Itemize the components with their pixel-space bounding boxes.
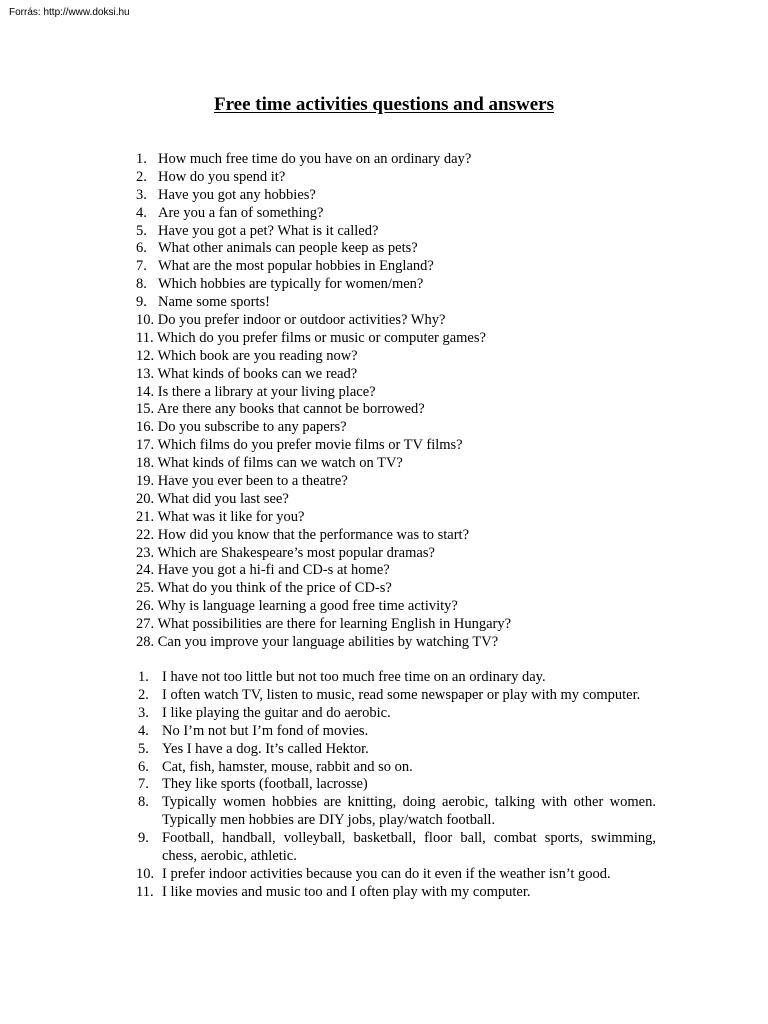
- question-number: 10.: [136, 312, 155, 329]
- question-text: Do you subscribe to any papers?: [157, 419, 347, 436]
- question-number: 27.: [136, 616, 155, 633]
- question-text: Have you got a pet? What is it called?: [158, 222, 379, 239]
- question-number: 14.: [136, 383, 155, 400]
- answer-number: 10.: [136, 865, 155, 882]
- question-text: What are the most popular hobbies in England?: [158, 258, 434, 275]
- answer-item: [138, 669, 656, 687]
- answer-text: Yes I have a dog. It’s called Hektor.: [162, 740, 369, 757]
- question-number: 21.: [136, 508, 155, 525]
- answer-number: 1.: [138, 669, 149, 685]
- question-number: 22.: [136, 526, 155, 543]
- question-number: 24.: [136, 562, 155, 579]
- question-item: [136, 598, 676, 616]
- question-number: 9.: [136, 294, 147, 311]
- question-item: [136, 437, 676, 455]
- answer-item: [138, 866, 656, 884]
- question-item: [136, 401, 676, 419]
- question-text: Which hobbies are typically for women/men?: [158, 276, 424, 293]
- answer-item: [138, 687, 656, 705]
- question-number: 8.: [136, 276, 147, 293]
- question-item: [136, 580, 676, 598]
- question-number: 3.: [136, 186, 147, 203]
- question-text: What kinds of books can we read?: [157, 365, 358, 382]
- question-number: 4.: [136, 204, 147, 221]
- question-item: [136, 473, 676, 491]
- answer-text: I often watch TV, listen to music, read some newspaper or play with my computer.: [162, 686, 641, 703]
- question-item: [136, 545, 676, 563]
- questions-list: [136, 151, 676, 652]
- answer-item: [138, 705, 656, 723]
- question-item: [136, 258, 676, 276]
- answer-item: [138, 776, 656, 794]
- question-number: 26.: [136, 598, 155, 615]
- question-text: Do you prefer indoor or outdoor activities? Why?: [157, 312, 446, 329]
- question-text: What do you think of the price of CD-s?: [157, 580, 392, 597]
- question-item: [136, 240, 676, 258]
- answer-text: Cat, fish, hamster, mouse, rabbit and so on.: [162, 758, 413, 775]
- question-item: [136, 384, 676, 402]
- question-text: Is there a library at your living place?: [157, 383, 376, 400]
- question-number: 20.: [136, 490, 155, 507]
- question-text: What kinds of films can we watch on TV?: [157, 455, 403, 472]
- question-item: [136, 509, 676, 527]
- question-item: [136, 419, 676, 437]
- answer-number: 5.: [138, 740, 149, 757]
- question-item: [136, 562, 676, 580]
- answer-text: They like sports (football, lacrosse): [162, 776, 368, 793]
- answer-item: [138, 723, 656, 741]
- answer-text: I have not too little but not too much free time on an ordinary day.: [162, 669, 546, 685]
- answer-number: 11.: [136, 883, 154, 900]
- question-text: Which do you prefer films or music or computer games?: [156, 329, 486, 346]
- answer-number: 4.: [138, 722, 149, 739]
- question-text: How much free time do you have on an ordinary day?: [158, 151, 472, 167]
- question-item: [136, 151, 676, 169]
- question-item: [136, 491, 676, 509]
- question-item: [136, 312, 676, 330]
- question-item: [136, 205, 676, 223]
- question-text: How did you know that the performance was to start?: [157, 526, 470, 543]
- answer-number: 9.: [138, 830, 149, 847]
- question-text: What possibilities are there for learning English in Hungary?: [157, 616, 512, 633]
- question-text: Name some sports!: [158, 294, 270, 311]
- answer-text: Football, handball, volleyball, basketball, floor ball, combat sports, swimming, chess, aerobic, athletic.: [162, 830, 656, 865]
- question-text: Have you ever been to a theatre?: [157, 473, 348, 490]
- question-item: [136, 330, 676, 348]
- question-text: What did you last see?: [157, 490, 289, 507]
- question-number: 19.: [136, 473, 155, 490]
- answer-text: I like playing the guitar and do aerobic.: [162, 704, 391, 721]
- answers-list: [138, 669, 656, 902]
- question-number: 11.: [136, 329, 154, 346]
- page-title-text: Free time activities questions and answers: [213, 94, 555, 115]
- answer-number: 2.: [138, 686, 149, 703]
- page-title: [0, 93, 768, 117]
- question-item: [136, 294, 676, 312]
- question-text: Which films do you prefer movie films or TV films?: [157, 437, 463, 454]
- question-number: 18.: [136, 455, 155, 472]
- question-text: Which book are you reading now?: [157, 347, 358, 364]
- question-number: 6.: [136, 240, 147, 257]
- answer-number: 6.: [138, 758, 149, 775]
- question-number: 15.: [136, 401, 155, 418]
- question-text: What other animals can people keep as pets?: [158, 240, 418, 257]
- question-text: Have you got a hi-fi and CD-s at home?: [157, 562, 390, 579]
- question-text: Have you got any hobbies?: [158, 186, 316, 203]
- question-number: 1.: [136, 151, 147, 167]
- question-number: 28.: [136, 634, 155, 651]
- answer-item: [138, 741, 656, 759]
- question-item: [136, 348, 676, 366]
- answer-item: [138, 830, 656, 866]
- question-number: 13.: [136, 365, 155, 382]
- question-number: 23.: [136, 544, 155, 561]
- answer-item: [138, 884, 656, 902]
- question-number: 25.: [136, 580, 155, 597]
- question-item: [136, 634, 676, 652]
- answer-number: 7.: [138, 776, 149, 793]
- answer-text: Typically women hobbies are knitting, doing aerobic, talking with other women. Typically men hobbies are DIY jobs, play/watch football.: [162, 794, 656, 829]
- question-item: [136, 366, 676, 384]
- question-number: 16.: [136, 419, 155, 436]
- question-item: [136, 276, 676, 294]
- question-number: 5.: [136, 222, 147, 239]
- question-number: 12.: [136, 347, 155, 364]
- question-item: [136, 527, 676, 545]
- answer-text: No I’m not but I’m fond of movies.: [162, 722, 369, 739]
- question-number: 17.: [136, 437, 155, 454]
- question-item: [136, 169, 676, 187]
- answer-text: I like movies and music too and I often play with my computer.: [162, 883, 531, 900]
- question-text: Which are Shakespeare’s most popular dramas?: [157, 544, 435, 561]
- question-item: [136, 616, 676, 634]
- question-item: [136, 223, 676, 241]
- question-text: Why is language learning a good free time activity?: [157, 598, 458, 615]
- question-number: 2.: [136, 168, 147, 185]
- source-note: Forrás: http://www.doksi.hu: [9, 7, 130, 18]
- answer-number: 8.: [138, 794, 149, 811]
- question-item: [136, 455, 676, 473]
- answer-text: I prefer indoor activities because you can do it even if the weather isn’t good.: [162, 865, 611, 882]
- question-text: How do you spend it?: [158, 168, 286, 185]
- question-text: Are you a fan of something?: [158, 204, 324, 221]
- answer-item: [138, 794, 656, 830]
- question-text: What was it like for you?: [157, 508, 305, 525]
- question-item: [136, 187, 676, 205]
- question-text: Are there any books that cannot be borrowed?: [156, 401, 425, 418]
- answer-item: [138, 759, 656, 777]
- question-text: Can you improve your language abilities by watching TV?: [157, 634, 499, 651]
- answer-number: 3.: [138, 704, 149, 721]
- question-number: 7.: [136, 258, 147, 275]
